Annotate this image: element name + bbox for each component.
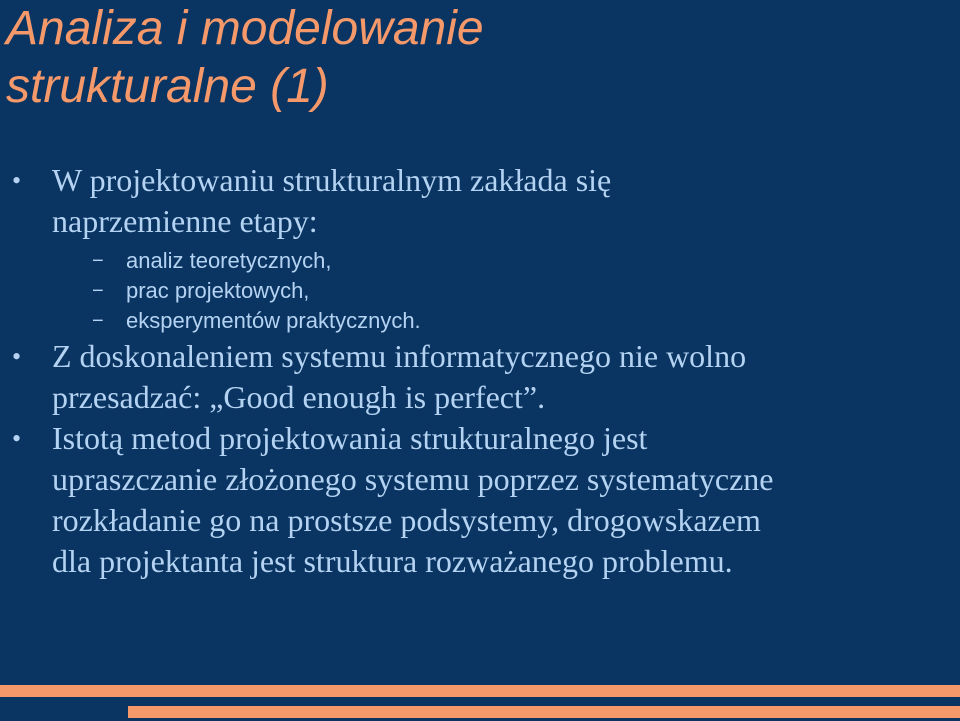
bullet-marker: • [12,166,22,195]
bullet-text: przesadzać: „Good enough is perfect”. [52,379,546,415]
bullet-text: W projektowaniu strukturalnym zakłada się [52,162,612,198]
bullet-marker: • [12,424,22,453]
sub-list [0,242,960,336]
sub-item [0,276,960,306]
slide-title-line-2: strukturalne (1) [6,60,329,113]
slide-title [6,0,946,116]
bullet-text: rozkładanie go na prostsze podsystemy, drogowskazem [52,502,761,538]
bullet-item [0,160,932,242]
sub-item-text: prac projektowych, [126,278,310,303]
bullet-text: Istotą metod projektowania strukturalnego jest [52,420,648,456]
sub-marker: − [92,280,104,302]
bullet-item [0,418,932,582]
slide-title-line-1: Analiza i modelowanie [6,2,484,55]
sub-marker: − [92,310,104,332]
bullet-marker: • [12,342,22,371]
bullet-text: naprzemienne etapy: [52,203,318,239]
bullet-text: Z doskonaleniem systemu informatycznego nie wolno [52,338,747,374]
sub-item [0,246,960,276]
bullet-text: upraszczanie złożonego systemu poprzez systematyczne [52,461,774,497]
sub-item-text: analiz teoretycznych, [126,248,332,273]
slide-content [0,160,960,582]
bullet-text: dla projektanta jest struktura rozważanego problemu. [52,543,733,579]
bullet-item [0,336,932,418]
sub-item [0,306,960,336]
sub-marker: − [92,250,104,272]
decorative-bar-top [0,685,960,697]
sub-item-text: eksperymentów praktycznych. [126,308,421,333]
decorative-bar-bottom [128,706,960,718]
